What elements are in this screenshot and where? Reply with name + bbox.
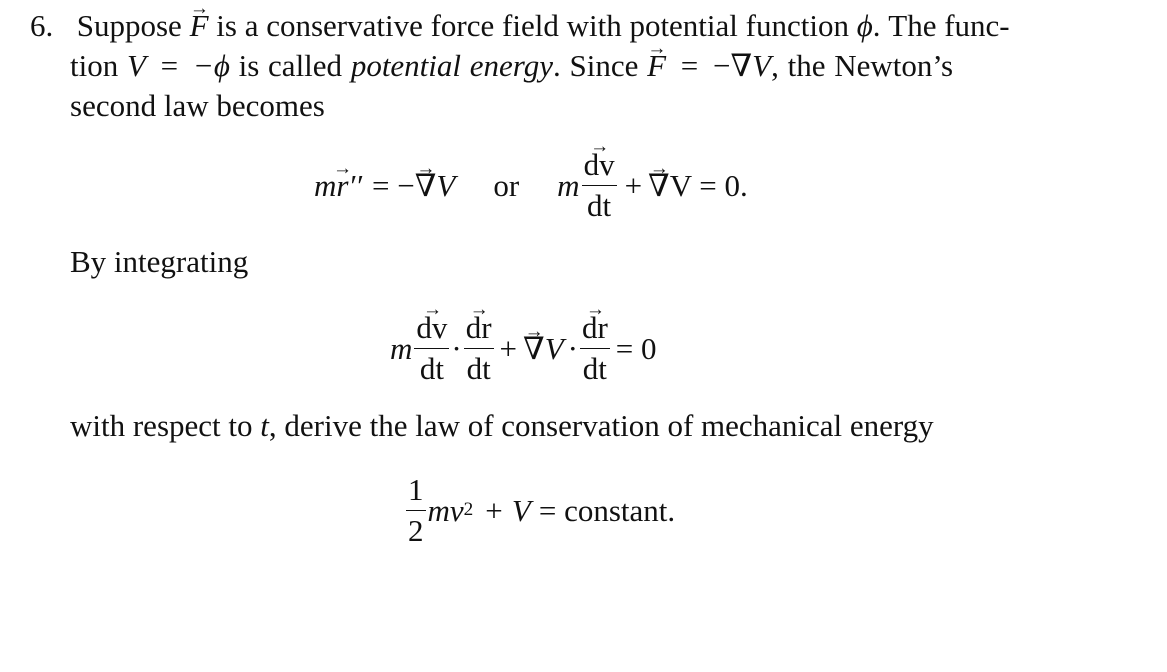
- problem-number: 6.: [30, 8, 54, 43]
- equation-newton-second-law: m → r ′′ = − → ∇ V or m → $\frac{dv}{dt}$ + → ∇ V = 0.: [314, 150, 748, 220]
- fraction-dr-dt: → $\frac{dr}{dt}$: [464, 310, 494, 386]
- fraction-dv-dt: → $\frac{dv}{dt}$: [414, 310, 449, 386]
- problem-line-2: tion V = −ϕ is called potential energy. Since → F = −∇V, the Newton’s: [70, 50, 953, 81]
- equation-energy-conservation: $\frac{1}{2}$ mv 2 + V = constant.: [408, 471, 676, 548]
- equation-integration: m → $\frac{dv}{dt}$ · → $\frac{dr}{dt}$ + → ∇ V · → $\frac{dr}{dt}$ = 0: [390, 312, 657, 384]
- problem-line-1: 6. Suppose → F is a conservative force field with potential function ϕ. The func-: [30, 10, 1010, 41]
- conservation-text: with respect to t, derive the law of conservation of mechanical energy: [70, 408, 934, 443]
- by-integrating-text: By integrating: [70, 244, 249, 279]
- problem-line-3: second law becomes: [70, 88, 325, 123]
- fraction-dr-dt-2: → $\frac{dr}{dt}$: [580, 310, 610, 386]
- potential-energy-term: potential energy: [350, 48, 553, 83]
- fraction-dv-dt: → $\frac{dv}{dt}$: [582, 147, 617, 223]
- or-connector: or: [493, 167, 520, 203]
- force-vector-F: → F: [190, 10, 209, 41]
- fraction-one-half: $\frac{1}{2}$: [408, 471, 424, 548]
